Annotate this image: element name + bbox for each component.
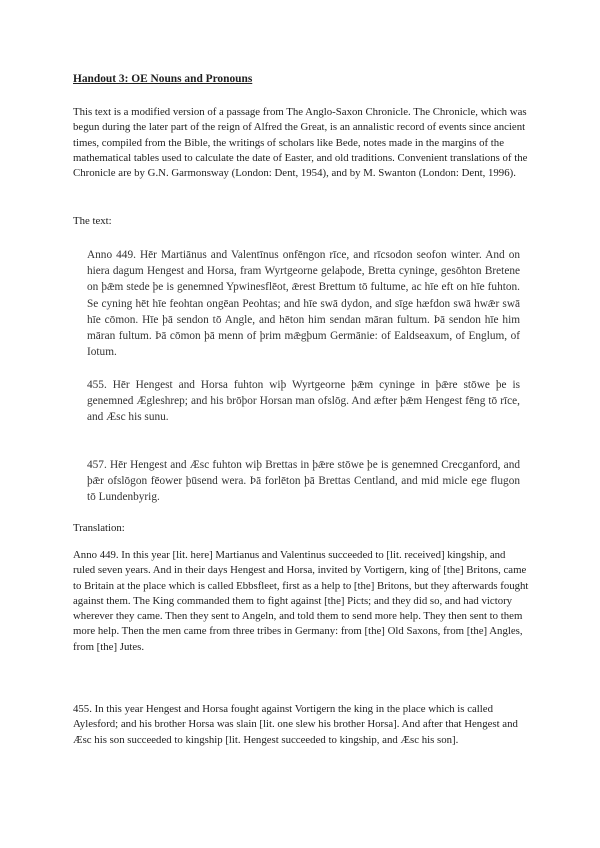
old-english-passage-455: 455. Hēr Hengest and Horsa fuhton wiþ Wyrtgeorne þǣm cyninge in þǣre stōwe þe is genemned Ægleshrep; and his brōþor Horsan man ofslōg. And æfter þǣm Hengest fēng tō rīce, and Æsc his sunu. [87,379,520,424]
handout-title: Handout 3: OE Nouns and Pronouns [73,73,253,85]
text-label: The text: [73,215,112,227]
translation-paragraph-455: 455. In this year Hengest and Horsa fought against Vortigern the king in the place which is called Aylesford; and his brother Horsa was slain [lit. one slew his brother Horsa]. And after that Hengest and Æsc his son succeeded to kingship [lit. Hengest succeeded to kingship, and Æsc his son]. [73,703,518,746]
old-english-passage-457: 457. Hēr Hengest and Æsc fuhton wiþ Brettas in þǣre stōwe þe is genemned Crecganford, and þǣr ofslōgon fēower þūsend wera. Þā forlēton þā Brettas Centland, and mid micle ege flugon tō Lundenbyrig. [87,459,520,504]
translation-label: Translation: [73,522,125,534]
translation-paragraph-449: Anno 449. In this year [lit. here] Martianus and Valentinus succeeded to [lit. received] kingship, and ruled seven years. And in their days Hengest and Horsa, invited by Vortigern, king of [the] Britons, came to Britain at the place which is called Ebbsfleet, first as a help to [the] Britons, but they afterwards fought against them. The King commanded them to fight against [the] Picts; and they did so, and had victory wherever they came. Then they sent to Angeln, and told them to send more help. They then sent to them more help. Then the men came from three tribes in Germany: from [the] Old Saxons, from [the] Angles, from [the] Jutes. [73,549,529,653]
intro-paragraph: This text is a modified version of a passage from The Anglo-Saxon Chronicle. The Chronicle, which was begun during the later part of the reign of Alfred the Great, is an annalistic record of events since ancient times, compiled from the Bible, the writings of scholars like Bede, notes made in the margins of the mathematical tables used to calculate the date of Easter, and old traditions. Convenient translations of the Chronicle are by G.N. Garmonsway (London: Dent, 1954), and by M. Swanton (London: Dent, 1996). [73,106,528,180]
old-english-passage-449: Anno 449. Hēr Martiānus and Valentīnus onfēngon rīce, and rīcsodon seofon winter. And on hiera dagum Hengest and Horsa, fram Wyrtgeorne gelaþode, Bretta cyninge, gesōhton Bretene on þǣm stede þe is genemned Ypwinesflēot, ǣrest Brettum tō fultume, ac hīe eft on hīe fuhton. Se cyning hēt hīe feohtan ongēan Peohtas; and hīe swā dydon, and sīge hæfdon swā hwǣr swā hīe cōmon. Hīe þā sendon tō Angle, and hēton him sendan māran fultum. Þā sendon hīe him māran fultum. Þā cōmon þā menn of þrim mǣgþum Germānie: of Ealdseaxum, of Englum, of Iotum. [87,249,520,359]
